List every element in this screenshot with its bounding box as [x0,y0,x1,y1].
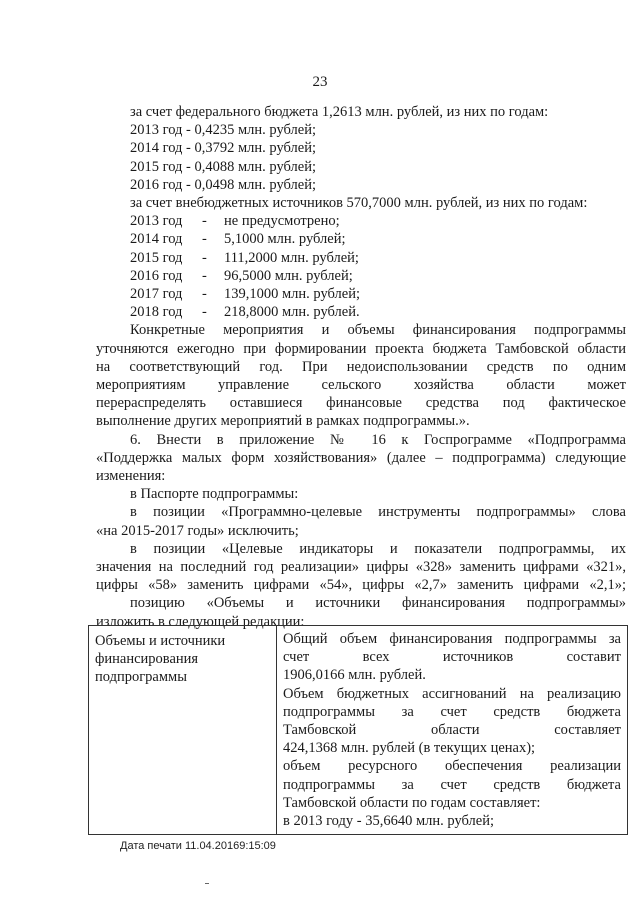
year-label: 2013 год [130,213,183,230]
position-volumes-line: изложить в следующей редакции: [96,613,305,630]
right-cell-line: Объем бюджетных ассигнований на реализацию [283,685,621,702]
right-cell-line: 1906,0166 млн. рублей. [283,667,426,684]
position-volumes-line: позицию «Объемы и источники финансирования подпрограммы» [130,595,626,612]
right-cell-line: подпрограммы за счет средств бюджета [283,776,621,793]
federal-year-2013: 2013 год - 0,4235 млн. рублей; [130,122,317,139]
extra-year-row [96,230,626,248]
position-indicators-line: в позиции «Целевые индикаторы и показатели подпрограммы, их [130,540,626,557]
year-label: 2017 год [130,286,183,303]
federal-year-2014: 2014 год - 0,3792 млн. рублей; [130,140,317,157]
federal-year-2015: 2015 год - 0,4088 млн. рублей; [130,158,317,175]
year-value: 111,2000 млн. рублей; [224,249,359,266]
year-value: 5,1000 млн. рублей; [224,231,346,248]
right-cell-line: подпрограммы за счет средств бюджета [283,703,621,720]
passport-right-cell [277,626,628,835]
year-value: 218,8000 млн. рублей. [224,304,360,321]
extra-year-row [96,249,626,267]
paragraph-6-line: изменения: [96,468,166,485]
year-value: не предусмотрено; [224,213,340,230]
right-cell-line: Общий объем финансирования подпрограммы за [283,631,621,647]
page-number: 23 [312,74,328,90]
dash: - [202,231,207,248]
extra-budget-intro: за счет внебюджетных источников 570,7000 млн. рублей, из них по годам: [130,195,588,212]
year-label: 2018 год [130,304,183,321]
paragraph-6-line: «Поддержка малых форм хозяйствования» (далее – подпрограмма) следующие [96,449,626,466]
year-value: 96,5000 млн. рублей; [224,267,353,284]
scan-speck [205,883,209,884]
dash: - [202,249,207,266]
paragraph-line: Конкретные мероприятия и объемы финансирования подпрограммы [130,322,626,339]
print-date: Дата печати 11.04.20169:15:09 [120,840,276,852]
paragraph-line: уточняются ежегодно при формировании проекта бюджета Тамбовской области [96,340,626,357]
document-body [96,103,626,631]
position-tools-line: в позиции «Программно-целевые инструменты подпрограммы» слова [130,504,626,521]
extra-year-row [96,285,626,303]
extra-year-row [96,267,626,285]
left-cell-line: подпрограммы [95,669,187,686]
year-value: 139,1000 млн. рублей; [224,286,361,303]
right-cell-line: 424,1368 млн. рублей (в текущих ценах); [283,740,536,757]
position-indicators-line: цифры «58» заменить цифрами «54», цифры «2,7» заменить цифрами «2,1»; [96,577,626,594]
passport-table [88,625,628,835]
federal-year-2016: 2016 год - 0,0498 млн. рублей; [130,176,317,193]
extra-year-row [96,303,626,321]
right-cell-line: в 2013 году - 35,6640 млн. рублей; [283,813,494,830]
paragraph-6-line: 6. Внести в приложение № 16 к Госпрограмме «Подпрограмма [130,431,626,448]
dash: - [202,213,207,230]
right-cell-line: Тамбовской области составляет [283,722,621,739]
passport-intro: в Паспорте подпрограммы: [130,486,299,503]
dash: - [202,267,207,284]
right-cell-line: счет всех источников составит [283,649,621,666]
right-cell-line: Тамбовской области по годам составляет: [283,794,541,811]
year-label: 2015 год [130,249,183,266]
left-cell-line: финансирования [95,651,199,668]
left-cell-line: Объемы и источники [95,633,226,649]
dash: - [202,286,207,303]
dash: - [202,304,207,321]
paragraph-line: перераспределять оставшиеся финансовые средства под фактическое [96,395,626,412]
position-indicators-line: значения на последний год реализации» цифры «328» заменить цифрами «321», [96,559,626,576]
paragraph-line: на соответствующий год. При недоиспользовании средств по одним [96,358,626,375]
year-label: 2016 год [130,267,183,284]
year-label: 2014 год [130,231,183,248]
federal-budget-intro: за счет федерального бюджета 1,2613 млн. рублей, из них по годам: [130,104,549,120]
paragraph-line: выполнение других мероприятий в рамках подпрограммы.». [96,413,470,430]
position-tools-line: «на 2015-2017 годы» исключить; [96,522,299,539]
right-cell-line: объем ресурсного обеспечения реализации [283,758,621,775]
passport-left-cell [89,626,277,835]
paragraph-line: мероприятиям управление сельского хозяйства области может [96,377,626,394]
extra-year-row [96,212,626,230]
table-row [89,626,628,835]
